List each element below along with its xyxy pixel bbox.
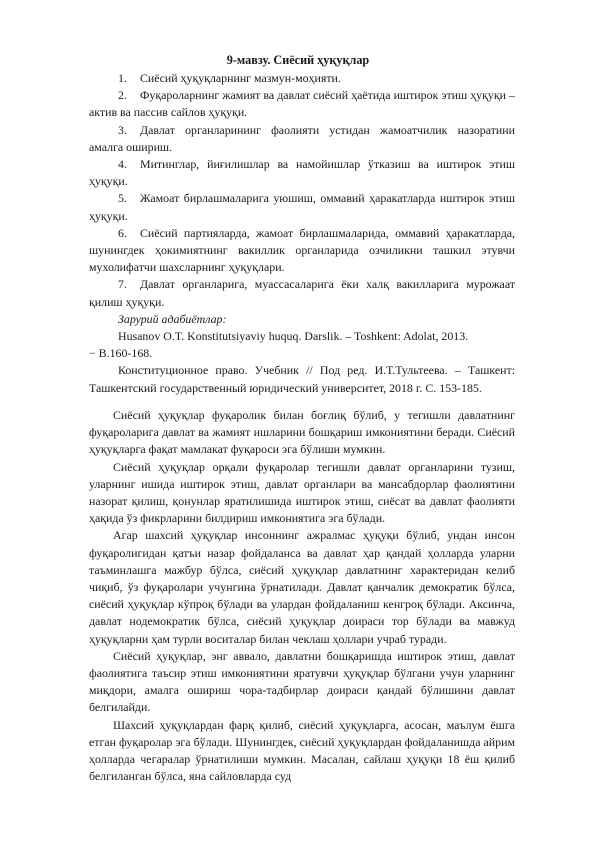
literature-entry-1: Husanov O.T. Konstitutsiyaviy huquq. Darslik. – Toshkent: Adolat, 2013. <box>118 329 469 344</box>
body-paragraph: Агар шахсий ҳуқуқлар инсоннинг ажралмас ҳуқуқи бўлиб, ундан инсон фуқаролигидан қатъи назар фойдаланса ва давлат ҳар қандай ҳолларда уларни таъминлашга мажбур бўлса, сиёсий ҳуқуқлар давлатнинг характеридан келиб чиқиб, ўз фуқаролари учунгина ўрнатилади. Давлат қанчалик демократик бўлса, сиёсий ҳуқуқлар кўпроқ бўлади ва улардан фойдаланиш кенгроқ бўлади. Аксинча, давлат нодемократик бўлса, сиёсий ҳуқуқлар доираси тор бўлади ва мавжуд ҳуқуқларни ҳам турли воситалар билан чеклаш ҳоллари учраб туради. <box>89 528 515 646</box>
literature-entry-2: Конституционное право. Учебник // Под ред. И.Т.Тультеева. – Ташкент: Ташкентский государственный юридический университет, 2018 г. С. 153-185. <box>89 363 515 395</box>
body-paragraph: Сиёсий ҳуқуқлар орқали фуқаролар тегишли давлат органларини тузиш, уларнинг ишида иштирок этиш, давлат органлари ва мансабдорлар фаолиятини назорат қилиш, қонунлар яратилишида иштирок этиш, сиёсат ва давлат фаолияти ҳақида ўз фикрларини билдириш имкониятига эга бўлади. <box>89 459 515 526</box>
list-item-text: Давлат органларининг фаолияти устидан жамоатчилик назоратини амалга ошириш. <box>89 122 515 154</box>
body-paragraph: Шахсий ҳуқуқлардан фарқ қилиб, сиёсий ҳуқуқларга, асосан, маълум ёшга етган фуқаролар эга бўлади. Шунингдек, сиёсий ҳуқуқлардан фойдаланишда айрим ҳолларда чегаралар ўрнатилиши мумкин. Масалан, сайлаш ҳуқуқи 18 ёш қилиб белгиланган бўлса, яна сайловларда суд <box>89 717 515 784</box>
list-item-number: 4. <box>118 157 127 172</box>
list-item <box>89 190 515 224</box>
list-item <box>89 225 515 277</box>
page-title: 9-мавзу. Сиёсий ҳуқуқлар <box>226 53 370 67</box>
list-item <box>89 156 515 190</box>
list-item-number: 3. <box>118 122 127 137</box>
list-item-text: Фуқароларнинг жамият ва давлат сиёсий ҳаётида иштирок этиш ҳуқуқи – актив ва пассив сайлов ҳуқуқи. <box>89 88 515 120</box>
list-item-text: Митинглар, йиғилишлар ва намойишлар ўтказиш ва иштирок этиш ҳуқуқи. <box>89 157 515 189</box>
list-item-number: 5. <box>118 191 127 206</box>
list-item <box>89 276 515 310</box>
list-item-text: Жамоат бирлашмаларига уюшиш, оммавий ҳаракатларда иштирок этиш ҳуқуқи. <box>89 191 515 223</box>
list-item-number: 2. <box>118 88 127 103</box>
list-item-number: 1. <box>118 71 127 85</box>
literature-heading: Зарурий адабиётлар: <box>118 311 227 326</box>
list-item <box>89 70 515 87</box>
body-paragraph: Сиёсий ҳуқуқлар фуқаролик билан боғлиқ бўлиб, у тегишли давлатнинг фуқароларига давлат ва жамият ишларини бошқариш имкониятини беради. Сиёсий ҳуқуқларга фақат мамлакат фуқароси эга бўлиши мумкин. <box>89 408 515 457</box>
list-item <box>89 87 515 121</box>
list-item-text: Сиёсий ҳуқуқларнинг мазмун-моҳияти. <box>140 71 341 85</box>
body-paragraph: Сиёсий ҳуқуқлар, энг аввало, давлатни бошқаришда иштирок этиш, давлат фаолиятига таъсир этиш имкониятини яратувчи ҳуқуқлар бўлгани учун уларнинг миқдори, амалга ошириш чора-тадбирлар доираси қандай бўлишини давлат белгилайди. <box>89 648 515 715</box>
list-item-number: 7. <box>118 277 127 292</box>
list-item-text: Давлат органларига, муассасаларига ёки халқ вакилларига мурожаат қилиш ҳуқуқи. <box>89 277 515 309</box>
body-text <box>89 407 515 785</box>
topic-outline-list <box>89 70 515 397</box>
list-item-number: 6. <box>118 225 127 240</box>
list-item-text: Сиёсий партияларда, жамоат бирлашмаларида, оммавий ҳаракатларда, шунингдек ҳокимиятнинг вакиллик органларида озчиликни ташкил этувчи мухолифатчи шахсларнинг ҳуқуқлари. <box>89 225 515 275</box>
literature-entry-1-continuation: − B.160-168. <box>89 346 153 361</box>
list-item <box>89 122 515 156</box>
